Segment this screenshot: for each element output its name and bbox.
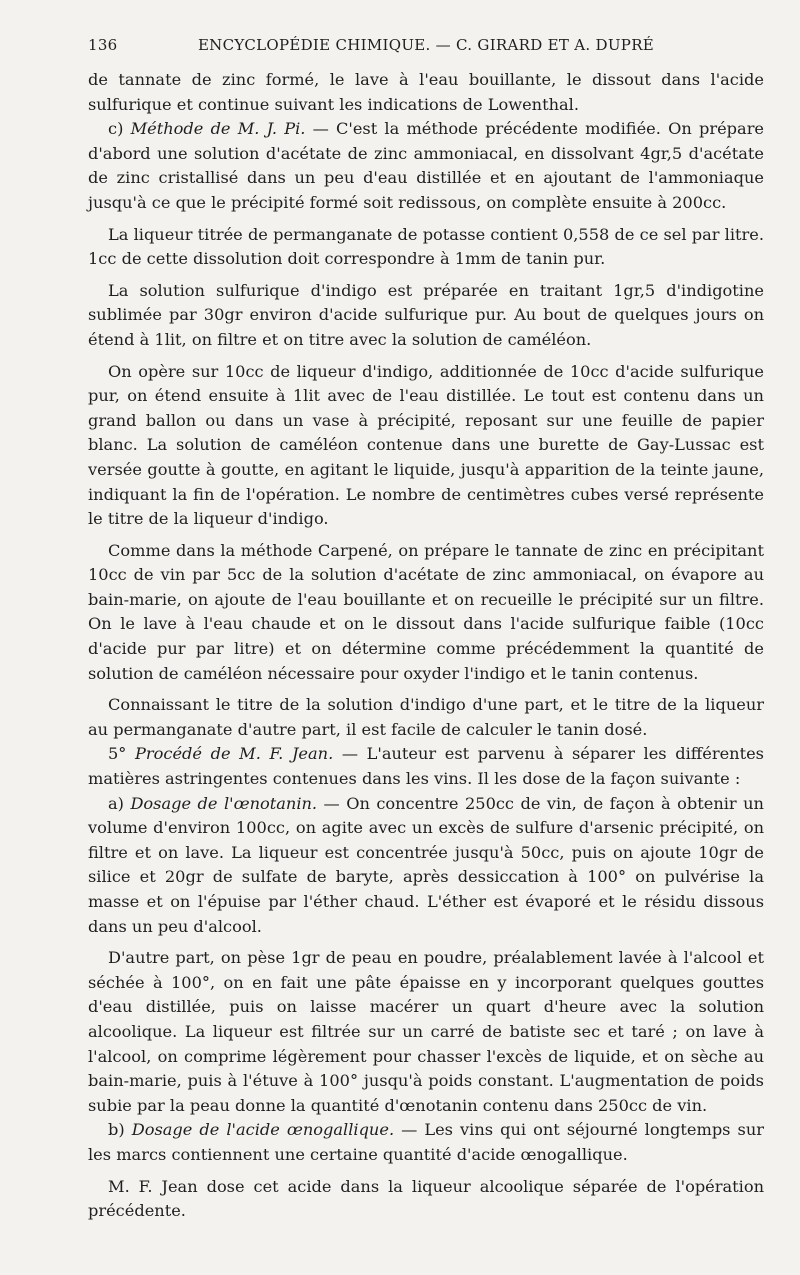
paragraph-oenogallique: b) Dosage de l'acide œnogallique. — Les vins qui ont séjourné longtemps sur les marcs contiennent une certaine quantité d'acide œnogallique.	[88, 1120, 764, 1164]
paragraph-indigo-solution: La solution sulfurique d'indigo est préparée en traitant 1gr,5 d'indigotine sublimée par 30gr environ d'acide sulfurique pur. Au bout de quelques jours on étend à 1lit, on filtre et on titre avec la solution de caméléon.	[88, 280, 764, 349]
body-text	[88, 68, 764, 1224]
section-heading-italic: Dosage de l'œnotanin.	[130, 793, 318, 813]
paragraph-continuation: de tannate de zinc formé, le lave à l'eau bouillante, le dissout dans l'acide sulfurique et continue suivant les indications de Lowenthal.	[88, 70, 764, 114]
paragraph-peau-poudre: D'autre part, on pèse 1gr de peau en poudre, préalablement lavée à l'alcool et séchée à 100°, on en fait une pâte épaisse en y incorporant quelques gouttes d'eau distillée, puis on laisse macérer un quart d'heure avec la solution alcoolique. La liqueur est filtrée sur un carré de batiste sec et taré ; on lave à l'alcool, on comprime légèrement pour chasser l'excès de liquide, et on sèche au bain-marie, puis à l'étuve à 100° jusqu'à poids constant. L'augmentation de poids subie par la peau donne la quantité d'œnotanin contenu dans 250cc de vin.	[88, 948, 764, 1115]
paragraph-operation: On opère sur 10cc de liqueur d'indigo, additionnée de 10cc d'acide sulfurique pur, on étend ensuite à 1lit avec de l'eau distillée. Le tout est contenu dans un grand ballon ou dans un vase à précipité, reposant sur une feuille de papier blanc. La solution de caméléon contenue dans une burette de Gay-Lussac est versée goutte à goutte, en agitant le liquide, jusqu'à apparition de la teinte jaune, indiquant la fin de l'opération. Le nombre de centimètres cubes versé représente le titre de la liqueur d'indigo.	[88, 361, 764, 529]
paragraph-calculation: Connaissant le titre de la solution d'indigo d'une part, et le titre de la liqueur au permanganate d'autre part, il est facile de calculer le tanin dosé.	[88, 695, 764, 739]
page-number: 136	[88, 36, 118, 54]
section-heading-italic: Dosage de l'acide œnogallique.	[131, 1120, 395, 1140]
running-header	[88, 36, 764, 58]
running-title: ENCYCLOPÉDIE CHIMIQUE. — C. GIRARD ET A. DUPRÉ	[197, 36, 655, 54]
paragraph-method-pi: c) Méthode de M. J. Pi. — C'est la méthode précédente modifiée. On prépare d'abord une solution d'acétate de zinc ammoniacal, en dissolvant 4gr,5 d'acétate de zinc cristallisé dans un peu d'eau distillée et en ajoutant de l'ammoniaque jusqu'à ce que le précipité formé soit redissous, on complète ensuite à 200cc.	[88, 119, 765, 212]
paragraph-permanganate: La liqueur titrée de permanganate de potasse contient 0,558 de ce sel par litre. 1cc de cette dissolution doit correspondre à 1mm de tanin pur.	[88, 224, 764, 269]
paragraph-method-jean: 5° Procédé de M. F. Jean. — L'auteur est parvenu à séparer les différentes matières astringentes contenues dans les vins. Il les dose de la façon suivante :	[88, 744, 764, 789]
section-heading-italic: Méthode de M. J. Pi.	[130, 119, 306, 139]
section-heading-italic: Procédé de M. F. Jean.	[135, 744, 334, 764]
paragraph-oenotanin: a) Dosage de l'œnotanin. — On concentre 250cc de vin, de façon à obtenir un volume d'environ 100cc, on agite avec un excès de sulfure d'arsenic précipité, on filtre et on lave. La liqueur est concentrée jusqu'à 50cc, puis on ajoute 10gr de silice et 20gr de sulfate de baryte, après dessiccation à 100° on pulvérise la masse et on l'épuise par l'éther chaud. L'éther est évaporé et le résidu dissous dans un peu d'alcool.	[88, 793, 764, 936]
paragraph-carpene: Comme dans la méthode Carpené, on prépare le tannate de zinc en précipitant 10cc de vin par 5cc de la solution d'acétate de zinc ammoniacal, on évapore au bain-marie, on ajoute de l'eau bouillante et on recueille le précipité sur un filtre. On le lave à l'eau chaude et on le dissout dans l'acide sulfurique faible (10cc d'acide pur par litre) et on détermine comme précédemment la quantité de solution de caméléon nécessaire pour oxyder l'indigo et le tanin contenus.	[88, 540, 764, 683]
paragraph-jean-dose: M. F. Jean dose cet acide dans la liqueur alcoolique séparée de l'opération précédente.	[88, 1176, 764, 1221]
